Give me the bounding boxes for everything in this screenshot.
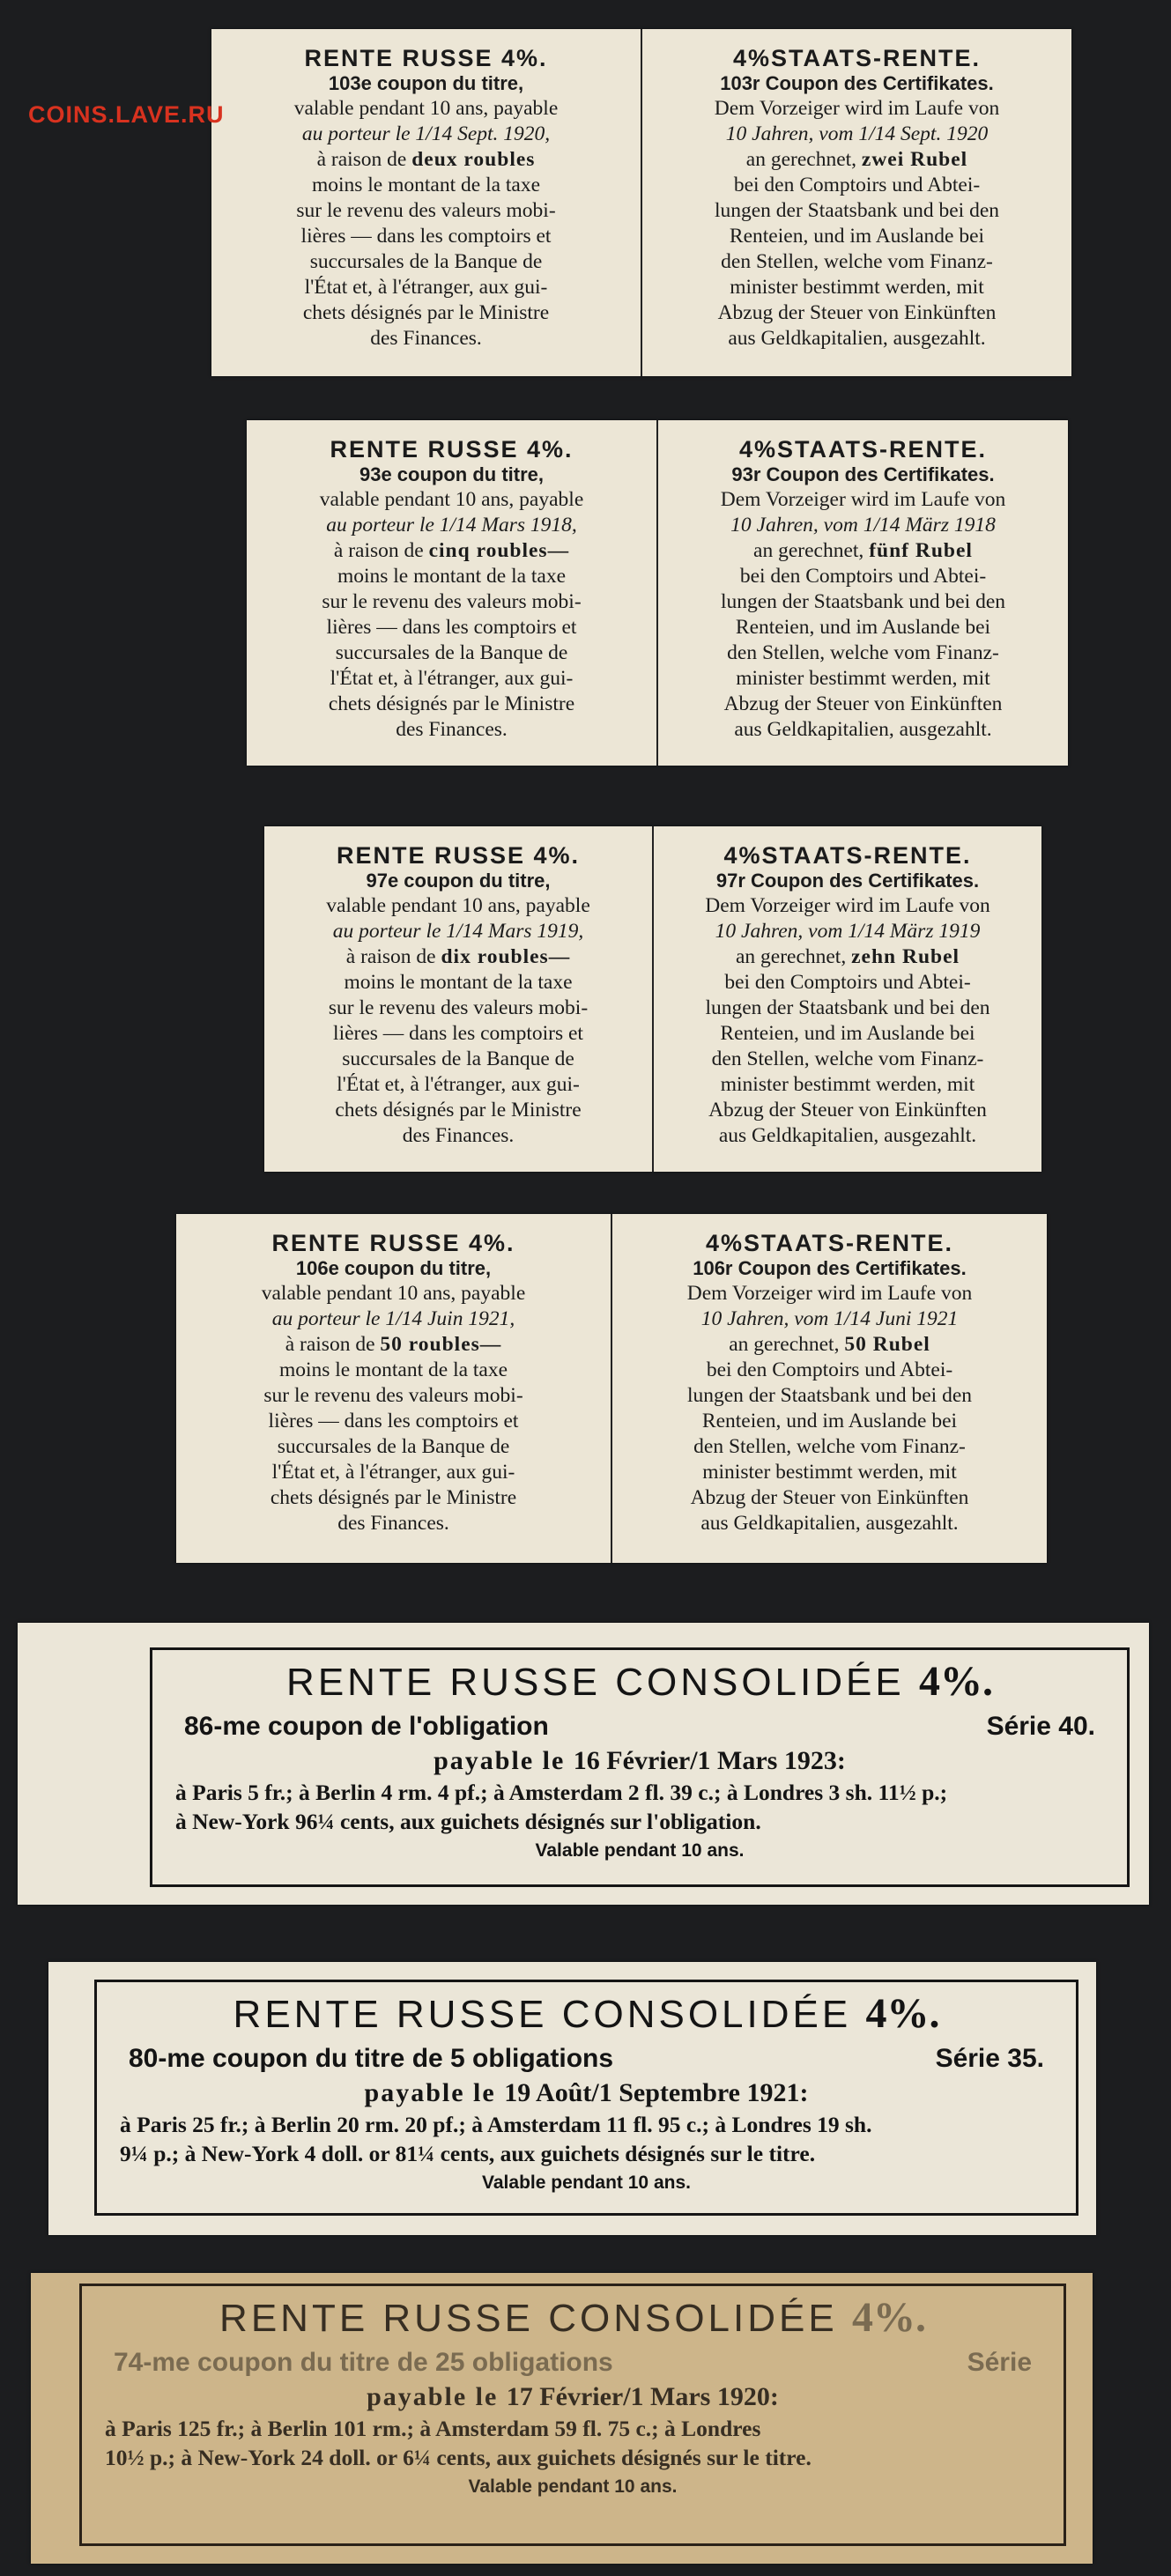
coupon-french-column: [264, 826, 654, 1172]
coupon-line: Renteien, und im Auslande bei: [720, 1022, 975, 1045]
coupon-amount: cinq roubles—: [428, 539, 570, 562]
payment-line: à Paris 25 fr.; à Berlin 20 rm. 20 pf.; à Amsterdam 11 fl. 95 c.; à Londres 19 sh.: [120, 2112, 872, 2137]
coupon-line: Dem Vorzeiger wird im Laufe von: [720, 488, 1006, 511]
coupon-line: valable pendant 10 ans, payable: [293, 97, 559, 120]
coupon-line: aus Geldkapitalien, ausgezahlt.: [734, 718, 992, 741]
coupon-line: des Finances.: [337, 1512, 449, 1535]
coupon-amount-line: an gerechnet, 50 Rubel: [729, 1333, 930, 1356]
payment-line: à Paris 5 fr.; à Berlin 4 rm. 4 pf.; à Amsterdam 2 fl. 39 c.; à Londres 3 sh. 11½ p.;: [175, 1780, 948, 1805]
payment-places: [120, 2110, 1053, 2168]
coupon-heading-de: 4%STAATS-RENTE.: [723, 842, 972, 869]
coupon-line: bei den Comptoirs und Abtei-: [733, 174, 981, 196]
coupon-line: aus Geldkapitalien, ausgezahlt.: [700, 1512, 959, 1535]
coupon-heading-de: 4%STAATS-RENTE.: [705, 1230, 953, 1256]
coupon-amount-line: à raison de 50 roubles—: [285, 1333, 502, 1356]
coupon-line: sur le revenu des valeurs mobi-: [322, 590, 582, 613]
payable-line: payable le 16 Février/1 Mars 1923:: [434, 1746, 846, 1775]
consolidated-coupon-80: [48, 1962, 1096, 2235]
coupon-german-column: [654, 826, 1041, 1172]
coupon-line: chets désignés par le Ministre: [335, 1099, 582, 1121]
coupon-line: lières — dans les comptoirs et: [326, 616, 577, 639]
series-label: Série 35.: [935, 2044, 1044, 2073]
coupon-amount: zwei Rubel: [861, 148, 968, 171]
coupon-amount-line: an gerechnet, zwei Rubel: [745, 148, 968, 171]
coupon-line: succursales de la Banque de: [277, 1435, 510, 1458]
coupon-line: Renteien, und im Auslande bei: [729, 225, 985, 248]
coupon-line: Abzug der Steuer von Einkünften: [717, 301, 997, 324]
coupon-line: Abzug der Steuer von Einkünften: [690, 1486, 969, 1509]
coupon-103: [211, 29, 1071, 376]
payment-line: à New-York 96¼ cents, aux guichets désignés sur l'obligation.: [175, 1809, 761, 1834]
coupon-amount-line: à raison de cinq roubles—: [333, 539, 570, 562]
coupon-frame: [150, 1647, 1130, 1887]
coupon-line: lières — dans les comptoirs et: [300, 225, 552, 248]
coupon-heading-fr: RENTE RUSSE 4%.: [304, 45, 548, 71]
coupon-line: l'État et, à l'étranger, aux gui-: [271, 1461, 515, 1484]
coupon-line: l'État et, à l'étranger, aux gui-: [337, 1073, 580, 1096]
coupon-line: lungen der Staatsbank und bei den: [720, 590, 1006, 613]
coupon-date-line: au porteur le 1/14 Mars 1918,: [326, 514, 577, 537]
coupon-line: lières — dans les comptoirs et: [268, 1410, 519, 1432]
coupon-line: bei den Comptoirs und Abtei-: [706, 1358, 953, 1381]
coupon-line: lungen der Staatsbank und bei den: [705, 996, 990, 1019]
coupon-line: den Stellen, welche vom Finanz-: [727, 641, 999, 664]
coupon-date-line: au porteur le 1/14 Juin 1921,: [271, 1307, 515, 1330]
coupon-line: l'État et, à l'étranger, aux gui-: [304, 276, 548, 299]
payable-line: payable le 19 Août/1 Septembre 1921:: [364, 2078, 809, 2107]
consolidated-title: RENTE RUSSE CONSOLIDÉE 4%.: [233, 1990, 940, 2037]
coupon-heading-de: 4%STAATS-RENTE.: [732, 45, 981, 71]
coupon-french-column: [247, 420, 658, 766]
coupon-number-de: 103r Coupon des Certifikates.: [720, 72, 994, 94]
coupon-line: moins le montant de la taxe: [278, 1358, 508, 1381]
consolidated-coupon-86: [18, 1623, 1149, 1905]
coupon-line: den Stellen, welche vom Finanz-: [711, 1047, 984, 1070]
coupon-date-line: au porteur le 1/14 Sept. 1920,: [301, 122, 551, 145]
coupon-line: minister bestimmt werden, mit: [736, 667, 990, 690]
coupon-frame: [94, 1980, 1078, 2216]
coupon-heading-fr: RENTE RUSSE 4%.: [330, 436, 574, 463]
coupon-line: minister bestimmt werden, mit: [730, 276, 984, 299]
payable-date: 17 Février/1 Mars 1920:: [506, 2382, 779, 2411]
coupon-line: des Finances.: [396, 718, 508, 741]
coupon-line: Dem Vorzeiger wird im Laufe von: [714, 97, 1000, 120]
coupon-line: l'État et, à l'étranger, aux gui-: [330, 667, 574, 690]
validity-note: Valable pendant 10 ans.: [535, 1840, 745, 1861]
coupon-number-fr: 106e coupon du titre,: [295, 1257, 492, 1279]
coupon-number-de: 93r Coupon des Certifikates.: [731, 463, 995, 485]
coupon-line: moins le montant de la taxe: [344, 971, 573, 994]
payment-places: [175, 1778, 1104, 1836]
payment-line: à Paris 125 fr.; à Berlin 101 rm.; à Amsterdam 59 fl. 75 c.; à Londres: [105, 2416, 761, 2441]
coupon-line: sur le revenu des valeurs mobi-: [296, 199, 556, 222]
coupon-line: lungen der Staatsbank und bei den: [714, 199, 1000, 222]
coupon-line: sur le revenu des valeurs mobi-: [263, 1384, 523, 1407]
payment-line: 9¼ p.; à New-York 4 doll. or 81¼ cents, aux guichets désignés sur le titre.: [120, 2141, 816, 2166]
coupon-line: moins le montant de la taxe: [311, 174, 541, 196]
coupon-line: moins le montant de la taxe: [337, 565, 567, 588]
coupon-line: bei den Comptoirs und Abtei-: [724, 971, 971, 994]
coupon-line: Renteien, und im Auslande bei: [735, 616, 991, 639]
coupon-date-line: 10 Jahren, vom 1/14 März 1918: [730, 514, 996, 537]
coupon-amount: 50 Rubel: [844, 1333, 930, 1356]
coupon-line: Dem Vorzeiger wird im Laufe von: [705, 894, 990, 917]
coupon-line: valable pendant 10 ans, payable: [319, 488, 584, 511]
coupon-date-line: au porteur le 1/14 Mars 1919,: [332, 920, 584, 943]
coupon-line: Dem Vorzeiger wird im Laufe von: [686, 1282, 973, 1305]
consolidated-title: RENTE RUSSE CONSOLIDÉE 4%.: [219, 2294, 926, 2341]
coupon-number-de: 106r Coupon des Certifikates.: [693, 1257, 967, 1279]
coupon-line: aus Geldkapitalien, ausgezahlt.: [718, 1124, 977, 1147]
coupon-description: 74-me coupon du titre de 25 obligations: [114, 2348, 613, 2377]
coupon-amount-line: an gerechnet, zehn Rubel: [735, 945, 960, 968]
coupon-description: 80-me coupon du titre de 5 obligations: [129, 2044, 614, 2073]
coupon-german-column: [642, 29, 1071, 376]
coupon-line: chets désignés par le Ministre: [328, 692, 575, 715]
coupon-line: Renteien, und im Auslande bei: [701, 1410, 958, 1432]
coupon-106: [176, 1214, 1047, 1563]
series-label: Série 40.: [986, 1712, 1095, 1741]
coupon-heading-fr: RENTE RUSSE 4%.: [336, 842, 581, 869]
coupon-line: minister bestimmt werden, mit: [702, 1461, 957, 1484]
coupon-amount: dix roubles—: [441, 945, 571, 968]
coupon-line: Abzug der Steuer von Einkünften: [708, 1099, 987, 1121]
payable-date: 19 Août/1 Septembre 1921:: [504, 2078, 809, 2107]
coupon-line: succursales de la Banque de: [342, 1047, 574, 1070]
series-label: Série: [967, 2348, 1032, 2377]
coupon-description-row: [105, 2345, 1041, 2380]
coupon-french-column: [176, 1214, 612, 1563]
payment-places: [105, 2414, 1041, 2472]
coupon-line: des Finances.: [370, 327, 482, 350]
coupon-frame: [79, 2284, 1066, 2546]
coupon-line: bei den Comptoirs und Abtei-: [739, 565, 987, 588]
coupon-line: chets désignés par le Ministre: [270, 1486, 517, 1509]
validity-note: Valable pendant 10 ans.: [468, 2476, 678, 2497]
coupon-line: lières — dans les comptoirs et: [333, 1022, 583, 1045]
coupon-line: den Stellen, welche vom Finanz-: [693, 1435, 966, 1458]
consolidated-title: RENTE RUSSE CONSOLIDÉE 4%.: [286, 1658, 993, 1705]
payment-line: 10½ p.; à New-York 24 doll. or 6¼ cents, aux guichets désignés sur le titre.: [105, 2445, 812, 2470]
coupon-number-fr: 103e coupon du titre,: [328, 72, 524, 94]
coupon-description-row: [175, 1709, 1104, 1744]
coupon-line: succursales de la Banque de: [335, 641, 568, 664]
coupon-amount: deux roubles: [411, 148, 536, 171]
coupon-line: sur le revenu des valeurs mobi-: [328, 996, 589, 1019]
payable-line: payable le 17 Février/1 Mars 1920:: [367, 2382, 779, 2411]
coupon-heading-fr: RENTE RUSSE 4%.: [271, 1230, 515, 1256]
coupon-line: lungen der Staatsbank und bei den: [686, 1384, 973, 1407]
coupon-amount-line: an gerechnet, fünf Rubel: [753, 539, 973, 562]
coupon-date-line: 10 Jahren, vom 1/14 März 1919: [715, 920, 981, 943]
coupon-line: chets désignés par le Ministre: [302, 301, 550, 324]
coupon-amount: zehn Rubel: [851, 945, 960, 968]
consolidated-coupon-74: [31, 2273, 1093, 2564]
coupon-date-line: 10 Jahren, vom 1/14 Sept. 1920: [725, 122, 989, 145]
coupon-line: minister bestimmt werden, mit: [720, 1073, 975, 1096]
coupon-french-column: [211, 29, 642, 376]
coupon-line: des Finances.: [402, 1124, 515, 1147]
coupon-number-fr: 93e coupon du titre,: [359, 463, 545, 485]
coupon-german-column: [658, 420, 1068, 766]
coupon-line: Abzug der Steuer von Einkünften: [723, 692, 1003, 715]
coupon-amount: fünf Rubel: [869, 539, 973, 562]
coupon-line: valable pendant 10 ans, payable: [326, 894, 590, 917]
coupon-97: [264, 826, 1041, 1172]
coupon-amount: 50 roubles—: [380, 1333, 502, 1356]
coupon-line: den Stellen, welche vom Finanz-: [721, 250, 993, 273]
coupon-line: valable pendant 10 ans, payable: [261, 1282, 526, 1305]
coupon-amount-line: à raison de deux roubles: [316, 148, 536, 171]
coupon-amount-line: à raison de dix roubles—: [345, 945, 571, 968]
coupon-description: 86-me coupon de l'obligation: [184, 1712, 549, 1741]
coupon-german-column: [612, 1214, 1047, 1563]
coupon-number-fr: 97e coupon du titre,: [366, 870, 551, 892]
coupon-number-de: 97r Coupon des Certifikates.: [715, 870, 980, 892]
coupon-line: succursales de la Banque de: [309, 250, 543, 273]
coupon-line: aus Geldkapitalien, ausgezahlt.: [728, 327, 986, 350]
coupon-date-line: 10 Jahren, vom 1/14 Juni 1921: [700, 1307, 959, 1330]
validity-note: Valable pendant 10 ans.: [482, 2173, 691, 2193]
payable-date: 16 Février/1 Mars 1923:: [573, 1746, 846, 1775]
coupon-93: [247, 420, 1068, 766]
coupon-description-row: [120, 2041, 1053, 2076]
watermark: COINS.LAVE.RU: [28, 101, 225, 128]
coupon-heading-de: 4%STAATS-RENTE.: [738, 436, 987, 463]
